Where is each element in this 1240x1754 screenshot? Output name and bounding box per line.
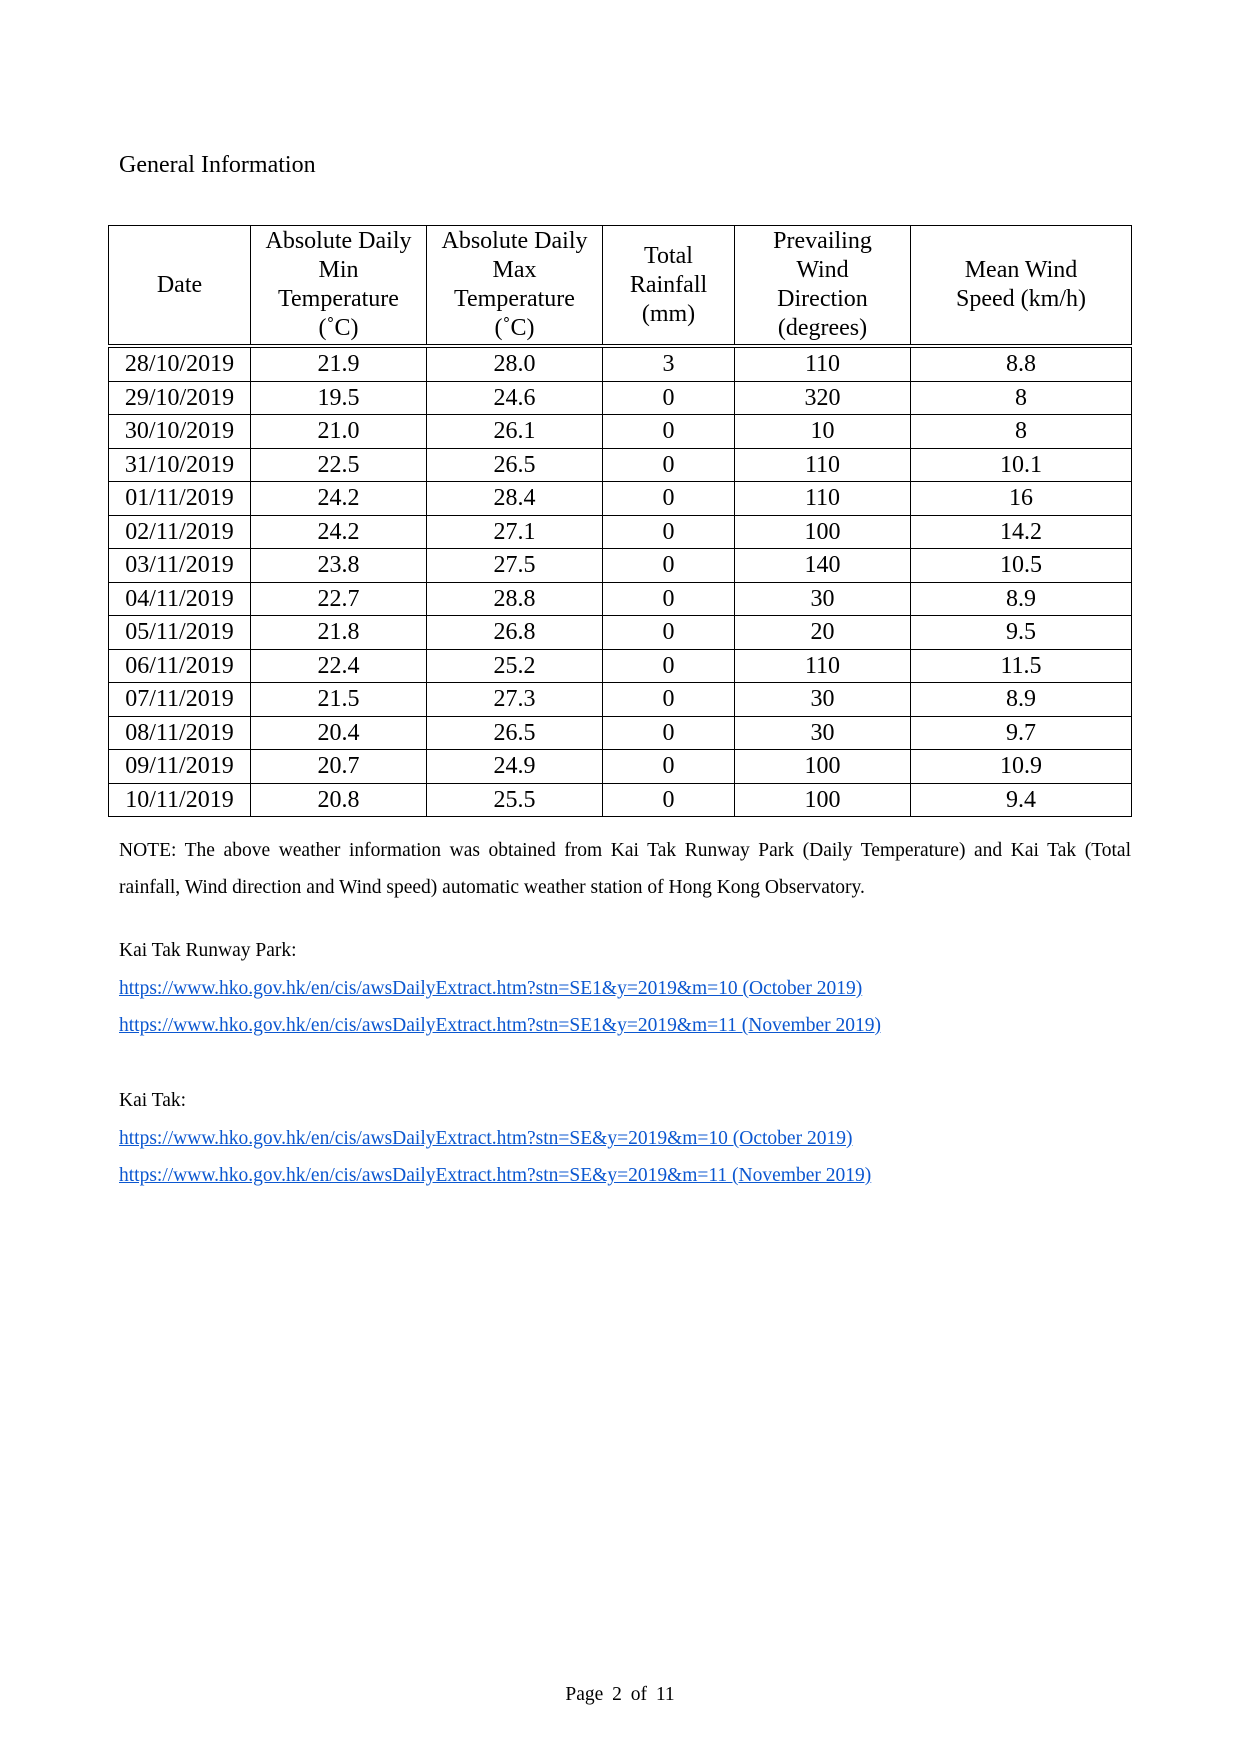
max-temp-cell: 24.9 [427,750,603,784]
wind-direction-cell: 110 [735,482,911,516]
max-temp-cell: 28.8 [427,582,603,616]
header-date: Date [109,226,251,347]
wind-speed-cell: 10.1 [911,448,1132,482]
runway-park-october-link[interactable]: https://www.hko.gov.hk/en/cis/awsDailyExtract.htm?stn=SE1&y=2019&m=10 (October 2019) [119,978,863,999]
kai-tak-october-link[interactable]: https://www.hko.gov.hk/en/cis/awsDailyExtract.htm?stn=SE&y=2019&m=10 (October 2019) [119,1128,853,1149]
date-cell: 07/11/2019 [109,683,251,717]
wind-direction-cell: 320 [735,381,911,415]
date-cell: 03/11/2019 [109,549,251,583]
wind-direction-cell: 110 [735,448,911,482]
date-cell: 08/11/2019 [109,716,251,750]
min-temp-cell: 20.8 [251,783,427,817]
wind-direction-cell: 30 [735,582,911,616]
max-temp-cell: 26.8 [427,616,603,650]
rainfall-cell: 0 [603,448,735,482]
wind-direction-cell: 110 [735,346,911,381]
date-cell: 10/11/2019 [109,783,251,817]
rainfall-cell: 3 [603,346,735,381]
rainfall-cell: 0 [603,515,735,549]
min-temp-cell: 19.5 [251,381,427,415]
wind-direction-cell: 20 [735,616,911,650]
table-row [109,415,1132,449]
date-cell: 02/11/2019 [109,515,251,549]
rainfall-cell: 0 [603,750,735,784]
rainfall-cell: 0 [603,381,735,415]
max-temp-cell: 26.1 [427,415,603,449]
date-cell: 29/10/2019 [109,381,251,415]
header-min-temp: Absolute Daily Min Temperature (˚C) [251,226,427,347]
table-row [109,683,1132,717]
kai-tak-november-link[interactable]: https://www.hko.gov.hk/en/cis/awsDailyExtract.htm?stn=SE&y=2019&m=11 (November 2019) [119,1165,872,1186]
max-temp-cell: 28.4 [427,482,603,516]
min-temp-cell: 20.4 [251,716,427,750]
max-temp-cell: 27.3 [427,683,603,717]
rainfall-cell: 0 [603,415,735,449]
date-cell: 28/10/2019 [109,346,251,381]
min-temp-cell: 24.2 [251,515,427,549]
date-cell: 01/11/2019 [109,482,251,516]
wind-direction-cell: 100 [735,783,911,817]
table-row [109,549,1132,583]
table-header-row [109,226,1132,347]
rainfall-cell: 0 [603,616,735,650]
max-temp-cell: 25.2 [427,649,603,683]
wind-direction-cell: 30 [735,716,911,750]
wind-speed-cell: 8.9 [911,683,1132,717]
section-title: General Information [119,152,316,178]
kai-tak-label: Kai Tak: [119,1090,187,1111]
table-row [109,616,1132,650]
rainfall-cell: 0 [603,482,735,516]
max-temp-cell: 26.5 [427,448,603,482]
wind-speed-cell: 11.5 [911,649,1132,683]
date-cell: 06/11/2019 [109,649,251,683]
wind-direction-cell: 10 [735,415,911,449]
rainfall-cell: 0 [603,582,735,616]
footer-page-word: Page [565,1684,604,1705]
table-row [109,750,1132,784]
date-cell: 31/10/2019 [109,448,251,482]
wind-speed-cell: 8 [911,415,1132,449]
rainfall-cell: 0 [603,683,735,717]
rainfall-cell: 0 [603,716,735,750]
wind-direction-cell: 110 [735,649,911,683]
min-temp-cell: 21.0 [251,415,427,449]
max-temp-cell: 26.5 [427,716,603,750]
header-max-temp: Absolute Daily Max Temperature (˚C) [427,226,603,347]
table-body [109,346,1132,817]
rainfall-cell: 0 [603,649,735,683]
weather-note: NOTE: The above weather information was obtained from Kai Tak Runway Park (Daily Temperature) and Kai Tak (Total rainfall, Wind direction and Wind speed) automatic weather station of Hong Kong Observatory. [119,840,1131,898]
date-cell: 04/11/2019 [109,582,251,616]
table-row [109,582,1132,616]
min-temp-cell: 22.5 [251,448,427,482]
wind-direction-cell: 30 [735,683,911,717]
header-rainfall: Total Rainfall (mm) [603,226,735,347]
wind-direction-cell: 100 [735,750,911,784]
wind-speed-cell: 14.2 [911,515,1132,549]
wind-speed-cell: 9.4 [911,783,1132,817]
wind-direction-cell: 140 [735,549,911,583]
table-row [109,346,1132,381]
wind-speed-cell: 10.5 [911,549,1132,583]
table-row [109,716,1132,750]
header-wind-direction: Prevailing Wind Direction (degrees) [735,226,911,347]
runway-park-label: Kai Tak Runway Park: [119,940,297,961]
table-row [109,515,1132,549]
max-temp-cell: 27.1 [427,515,603,549]
page-footer [0,1684,1240,1706]
footer-current-page: 2 [612,1684,622,1705]
wind-direction-cell: 100 [735,515,911,549]
wind-speed-cell: 8 [911,381,1132,415]
max-temp-cell: 24.6 [427,381,603,415]
wind-speed-cell: 10.9 [911,750,1132,784]
table-row [109,482,1132,516]
footer-of-word: of [630,1684,647,1705]
min-temp-cell: 22.4 [251,649,427,683]
runway-park-november-link[interactable]: https://www.hko.gov.hk/en/cis/awsDailyExtract.htm?stn=SE1&y=2019&m=11 (November 2019) [119,1015,881,1036]
min-temp-cell: 23.8 [251,549,427,583]
table-row [109,381,1132,415]
date-cell: 05/11/2019 [109,616,251,650]
table-row [109,448,1132,482]
table-row [109,783,1132,817]
max-temp-cell: 28.0 [427,346,603,381]
weather-table [108,225,1132,817]
wind-speed-cell: 8.8 [911,346,1132,381]
min-temp-cell: 21.5 [251,683,427,717]
wind-speed-cell: 9.7 [911,716,1132,750]
min-temp-cell: 22.7 [251,582,427,616]
wind-speed-cell: 8.9 [911,582,1132,616]
min-temp-cell: 20.7 [251,750,427,784]
date-cell: 30/10/2019 [109,415,251,449]
min-temp-cell: 21.8 [251,616,427,650]
rainfall-cell: 0 [603,549,735,583]
min-temp-cell: 24.2 [251,482,427,516]
wind-speed-cell: 16 [911,482,1132,516]
wind-speed-cell: 9.5 [911,616,1132,650]
table-row [109,649,1132,683]
header-wind-speed: Mean Wind Speed (km/h) [911,226,1132,347]
max-temp-cell: 25.5 [427,783,603,817]
min-temp-cell: 21.9 [251,346,427,381]
rainfall-cell: 0 [603,783,735,817]
date-cell: 09/11/2019 [109,750,251,784]
max-temp-cell: 27.5 [427,549,603,583]
footer-total-pages: 11 [655,1684,675,1705]
